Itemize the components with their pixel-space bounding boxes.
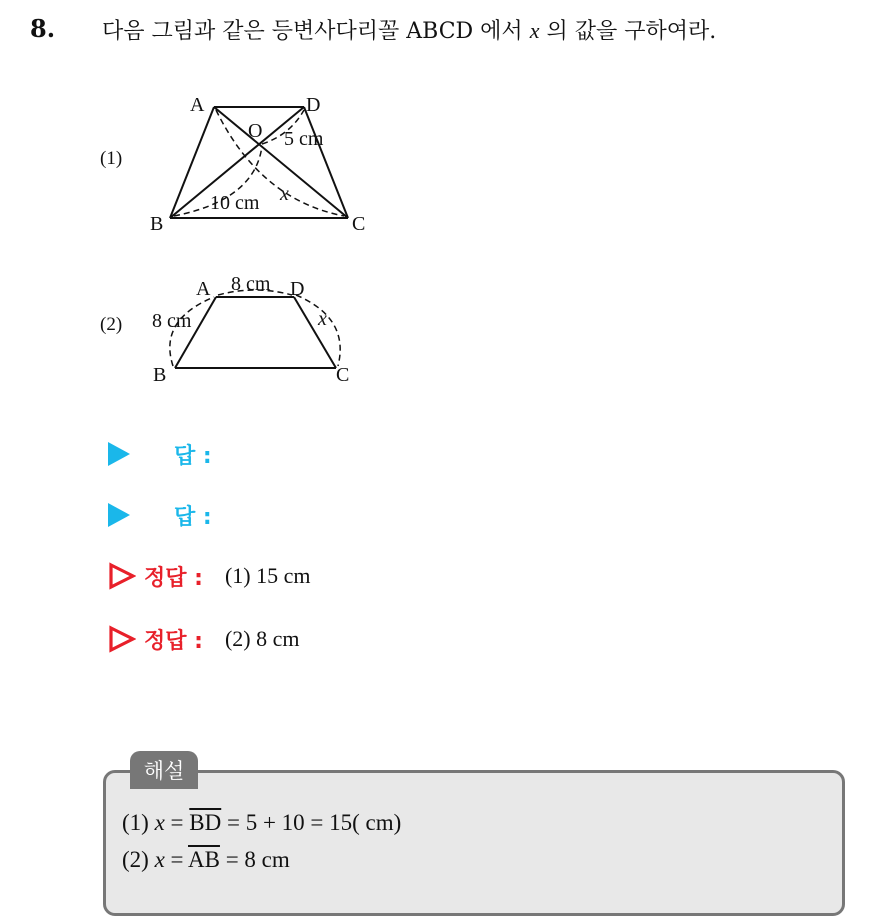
- answer-label: 답 :: [174, 504, 212, 530]
- key-answer-label: 정답 :: [144, 628, 203, 654]
- exp2-segment: $\overline{AB}$: [188, 847, 220, 872]
- explanation-tab: 해설: [130, 751, 198, 789]
- key-answer-label: 정답 :: [144, 565, 203, 591]
- answer-row-1[interactable]: [108, 437, 212, 471]
- fig1-measure-ob: 10 cm: [210, 192, 260, 214]
- question-text-before: 다음 그림과 같은 등변사다리꼴 ABCD 에서: [102, 19, 530, 44]
- key-marker-icon: [108, 562, 136, 590]
- key-marker-icon: [108, 625, 136, 653]
- fig2-measure-x: x: [318, 308, 327, 330]
- fig2-measure-ab: 8 cm: [152, 310, 192, 332]
- exp1-segment: $\overline{BD}$: [189, 810, 222, 835]
- fig2-measure-ad: 8 cm: [231, 273, 271, 295]
- explanation-box: [103, 770, 845, 916]
- fig2-point-d: D: [290, 278, 305, 300]
- question-number: 8.: [30, 14, 56, 43]
- exp2-prefix: (2): [122, 847, 155, 872]
- exp2-rest: = 8 cm: [219, 847, 290, 872]
- fig1-point-o: O: [248, 120, 263, 142]
- fig1-point-d: D: [306, 94, 321, 116]
- explanation-line-1: [122, 810, 401, 836]
- key-answer-value: (1) 15 cm: [224, 563, 311, 588]
- fig1-point-a: A: [190, 94, 205, 116]
- fig2-point-c: C: [336, 364, 350, 386]
- fig2-side-dc: [294, 297, 336, 368]
- exp2-var: x: [154, 847, 165, 872]
- fig2-arc-dc: [296, 295, 340, 366]
- question-text-after: 의 값을 구하여라.: [539, 19, 717, 44]
- answer-row-2[interactable]: [108, 498, 212, 532]
- figure2-trapezoid: [0, 0, 884, 400]
- key-answer-row-1: [108, 559, 311, 593]
- fig2-point-a: A: [196, 278, 211, 300]
- figure2-label: (2): [100, 314, 123, 335]
- question-variable: x: [529, 18, 540, 43]
- exp2-eq: =: [164, 847, 188, 872]
- fig2-point-b: B: [153, 364, 167, 386]
- explanation-line-2: [122, 847, 290, 873]
- answer-marker-icon: [108, 503, 130, 527]
- fig2-side-ab: [175, 297, 216, 368]
- exp1-rest: = 5 + 10 = 15( cm): [221, 810, 402, 835]
- exp1-eq: =: [164, 810, 190, 835]
- exp1-prefix: (1): [122, 810, 155, 835]
- answer-label: 답 :: [174, 443, 212, 469]
- exp1-var: x: [154, 810, 165, 835]
- fig1-measure-x: x: [280, 183, 289, 205]
- fig1-measure-od: 5 cm: [284, 128, 324, 150]
- answer-marker-icon: [108, 442, 130, 466]
- figure1-label: (1): [100, 148, 123, 169]
- key-answer-row-2: [108, 622, 300, 656]
- key-answer-value: (2) 8 cm: [224, 626, 300, 651]
- fig1-point-b: B: [150, 213, 164, 235]
- fig1-point-c: C: [352, 213, 366, 235]
